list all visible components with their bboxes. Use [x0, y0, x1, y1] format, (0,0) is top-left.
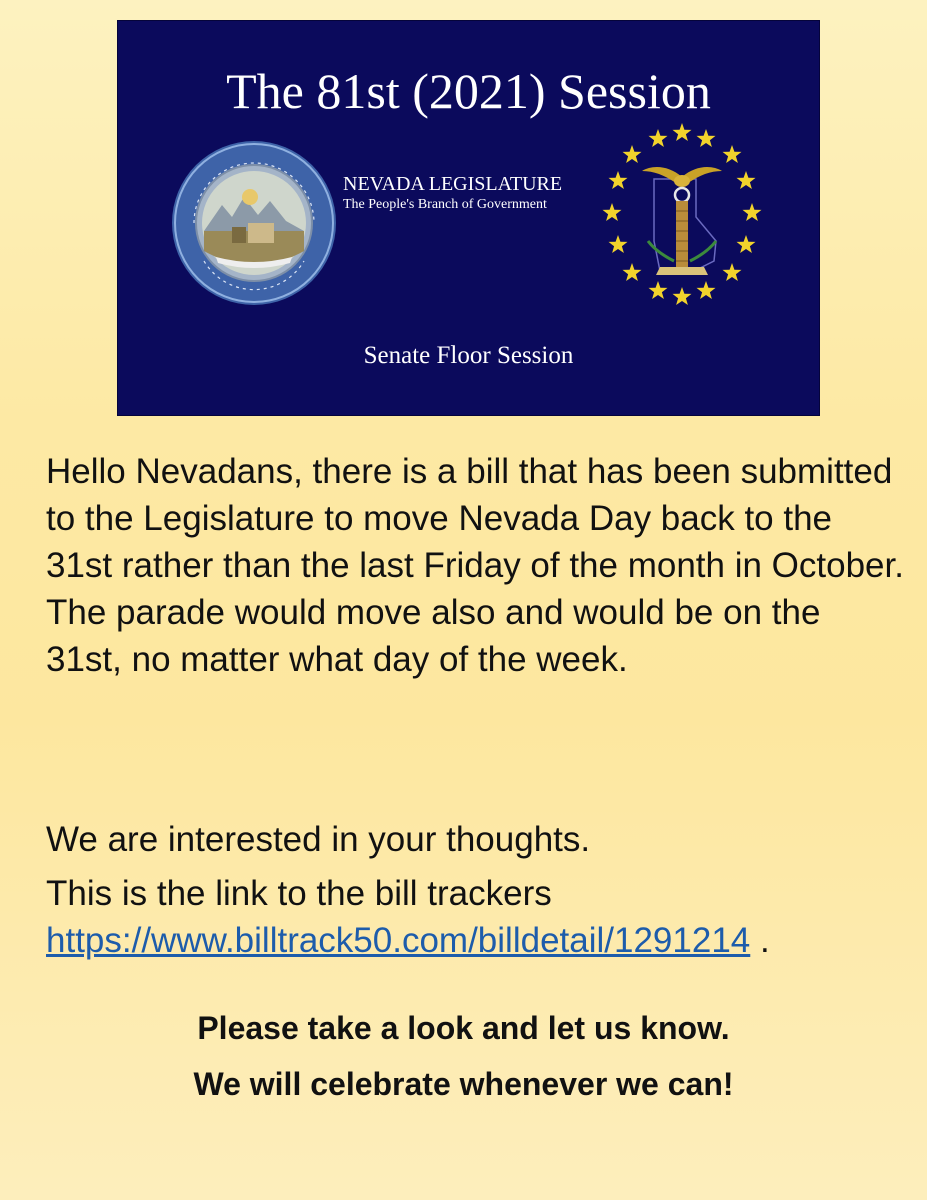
legislature-name: NEVADA LEGISLATURE [343, 173, 563, 195]
banner-title: The 81st (2021) Session [226, 63, 711, 119]
bill-tracker-link[interactable]: https://www.billtrack50.com/billdetail/1291214 [46, 921, 751, 960]
session-banner [117, 20, 820, 416]
link-suffix: . [750, 921, 770, 960]
legislature-tagline: The People's Branch of Government [343, 197, 547, 212]
intro-paragraph: Hello Nevadans, there is a bill that has been submitted to the Legislature to move Nevada Day back to the 31st rather than the last Friday of the month in October. The parade would move also and would be on the 31st, no matter what day of the week. [46, 452, 904, 679]
link-prefix: This is the link to the bill trackers [46, 874, 552, 913]
interest-paragraph: We are interested in your thoughts. [46, 820, 591, 859]
call-to-action-1: Please take a look and let us know. [197, 1010, 730, 1046]
legislature-emblem-icon [596, 121, 768, 307]
call-to-action-2: We will celebrate whenever we can! [193, 1066, 734, 1102]
link-paragraph [46, 870, 846, 964]
state-seal-icon [170, 139, 338, 307]
banner-subtitle: Senate Floor Session [363, 342, 574, 369]
